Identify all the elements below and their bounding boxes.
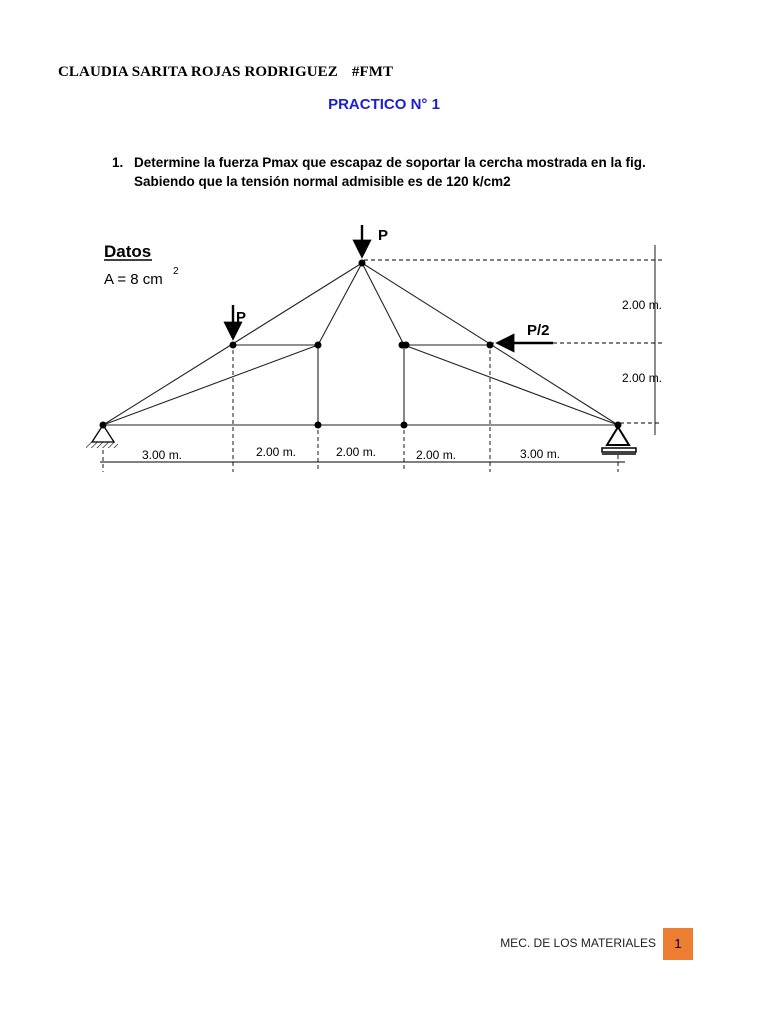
problem-statement: [112, 153, 712, 191]
author-header: [58, 64, 394, 81]
load-top-label: P: [378, 227, 389, 244]
problem-line-1: Determine la fuerza Pmax que escapaz de soportar la cercha mostrada en la fig.: [134, 155, 646, 170]
truss-diagram: [80, 210, 680, 480]
roller-support-icon: [602, 427, 636, 454]
area-exponent: 2: [173, 266, 179, 277]
load-arrows: [233, 225, 553, 343]
load-left-label: P: [236, 309, 247, 326]
horizontal-dim-label: 2.00 m.: [416, 448, 457, 462]
footer-course-label: MEC. DE LOS MATERIALES: [500, 936, 656, 950]
horizontal-dim-label: 3.00 m.: [142, 448, 183, 462]
pin-support-icon: [86, 425, 118, 448]
page-number-badge: 1: [663, 928, 693, 960]
page-title: PRACTICO N° 1: [328, 96, 440, 113]
horizontal-dim-label: 3.00 m.: [520, 447, 561, 461]
area-label: A = 8 cm: [104, 271, 163, 288]
vertical-dim-label: 2.00 m.: [622, 298, 663, 312]
load-right-label: P/2: [527, 322, 550, 339]
horizontal-dim-label: 2.00 m.: [256, 445, 297, 459]
datos-label: Datos: [104, 242, 152, 261]
author-name: CLAUDIA SARITA ROJAS RODRIGUEZ: [58, 64, 338, 80]
problem-line-2: Sabiendo que la tensión normal admisible es de 120 k/cm2: [134, 174, 511, 189]
horizontal-dim-label: 2.00 m.: [336, 445, 377, 459]
vertical-dim-label: 2.00 m.: [622, 371, 663, 385]
problem-number: 1.: [112, 155, 124, 170]
author-tag: #FMT: [351, 64, 394, 80]
dimension-guides: [103, 260, 665, 472]
